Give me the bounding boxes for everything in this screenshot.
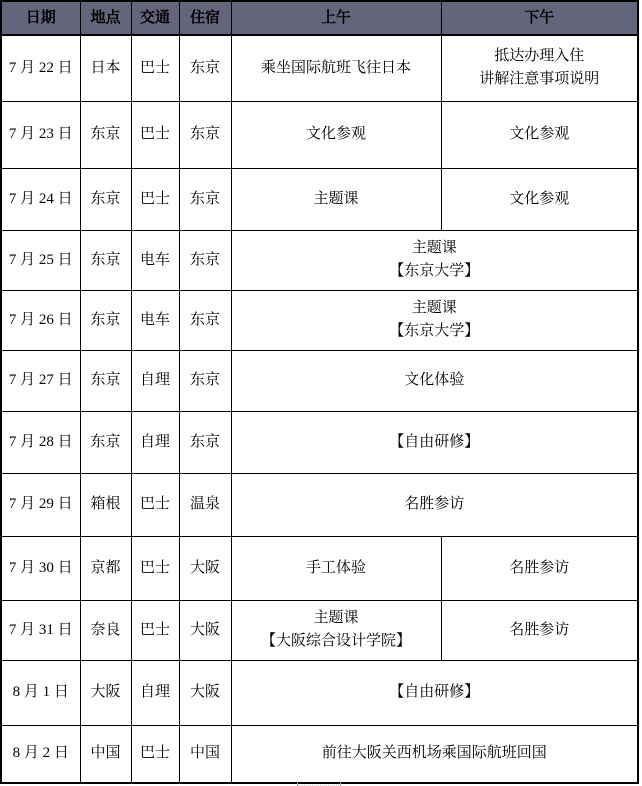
stay-cell: 东京: [179, 411, 231, 473]
header-date: 日期: [1, 1, 80, 35]
date-cell: 8 月 1 日: [1, 660, 80, 725]
date-cell: 7 月 26 日: [1, 290, 80, 350]
transport-cell: 巴士: [131, 168, 179, 230]
table-row: [1, 536, 638, 600]
place-cell: 奈良: [80, 600, 131, 660]
table-row: [1, 600, 638, 660]
stay-cell: 大阪: [179, 536, 231, 600]
date-cell: 8 月 2 日: [1, 725, 80, 783]
afternoon-activity-cell: 文化参观: [441, 101, 638, 168]
header-row: [1, 1, 638, 35]
place-cell: 东京: [80, 101, 131, 168]
afternoon-activity-cell: 文化参观: [441, 168, 638, 230]
afternoon-activity-cell: 名胜参访: [441, 536, 638, 600]
afternoon-activity-cell: 名胜参访: [441, 600, 638, 660]
table-row: [1, 411, 638, 473]
stay-cell: 温泉: [179, 473, 231, 536]
header-stay: 住宿: [179, 1, 231, 35]
transport-cell: 巴士: [131, 725, 179, 783]
date-cell: 7 月 22 日: [1, 35, 80, 101]
allday-activity-cell: 名胜参访: [231, 473, 638, 536]
allday-activity-cell: 文化体验: [231, 350, 638, 411]
header-afternoon: 下午: [441, 1, 638, 35]
stay-cell: 东京: [179, 230, 231, 290]
stay-cell: 东京: [179, 35, 231, 101]
table-row: [1, 660, 638, 725]
morning-activity-cell: 乘坐国际航班飞往日本: [231, 35, 441, 101]
place-cell: 东京: [80, 230, 131, 290]
stay-cell: 东京: [179, 290, 231, 350]
table-row: [1, 473, 638, 536]
place-cell: 东京: [80, 350, 131, 411]
transport-cell: 自理: [131, 660, 179, 725]
date-cell: 7 月 28 日: [1, 411, 80, 473]
stay-cell: 大阪: [179, 600, 231, 660]
table-row: [1, 168, 638, 230]
transport-cell: 巴士: [131, 101, 179, 168]
date-cell: 7 月 29 日: [1, 473, 80, 536]
date-cell: 7 月 30 日: [1, 536, 80, 600]
allday-activity-cell: 主题课 【东京大学】: [231, 290, 638, 350]
table-header: [1, 1, 638, 35]
transport-cell: 自理: [131, 350, 179, 411]
place-cell: 京都: [80, 536, 131, 600]
itinerary-body: [1, 35, 638, 783]
table-row: [1, 290, 638, 350]
transport-cell: 电车: [131, 290, 179, 350]
header-place: 地点: [80, 1, 131, 35]
transport-cell: 电车: [131, 230, 179, 290]
transport-cell: 巴士: [131, 536, 179, 600]
afternoon-activity-cell: 抵达办理入住 讲解注意事项说明: [441, 35, 638, 101]
date-cell: 7 月 31 日: [1, 600, 80, 660]
header-transport: 交通: [131, 1, 179, 35]
place-cell: 东京: [80, 290, 131, 350]
place-cell: 大阪: [80, 660, 131, 725]
table-row: [1, 35, 638, 101]
date-cell: 7 月 23 日: [1, 101, 80, 168]
transport-cell: 巴士: [131, 600, 179, 660]
allday-activity-cell: 主题课 【东京大学】: [231, 230, 638, 290]
morning-activity-cell: 主题课: [231, 168, 441, 230]
allday-activity-cell: 前往大阪关西机场乘国际航班回国: [231, 725, 638, 783]
stay-cell: 东京: [179, 168, 231, 230]
morning-activity-cell: 手工体验: [231, 536, 441, 600]
table-row: [1, 725, 638, 783]
stay-cell: 大阪: [179, 660, 231, 725]
place-cell: 东京: [80, 411, 131, 473]
date-cell: 7 月 24 日: [1, 168, 80, 230]
place-cell: 中国: [80, 725, 131, 783]
header-morning: 上午: [231, 1, 441, 35]
place-cell: 东京: [80, 168, 131, 230]
stay-cell: 东京: [179, 101, 231, 168]
allday-activity-cell: 【自由研修】: [231, 411, 638, 473]
stay-cell: 东京: [179, 350, 231, 411]
morning-activity-cell: 文化参观: [231, 101, 441, 168]
place-cell: 箱根: [80, 473, 131, 536]
table-resize-handle-artifact: [297, 782, 341, 786]
date-cell: 7 月 27 日: [1, 350, 80, 411]
table-row: [1, 350, 638, 411]
allday-activity-cell: 【自由研修】: [231, 660, 638, 725]
date-cell: 7 月 25 日: [1, 230, 80, 290]
morning-activity-cell: 主题课 【大阪综合设计学院】: [231, 600, 441, 660]
table-row: [1, 230, 638, 290]
table-row: [1, 101, 638, 168]
stay-cell: 中国: [179, 725, 231, 783]
transport-cell: 巴士: [131, 35, 179, 101]
transport-cell: 自理: [131, 411, 179, 473]
place-cell: 日本: [80, 35, 131, 101]
transport-cell: 巴士: [131, 473, 179, 536]
